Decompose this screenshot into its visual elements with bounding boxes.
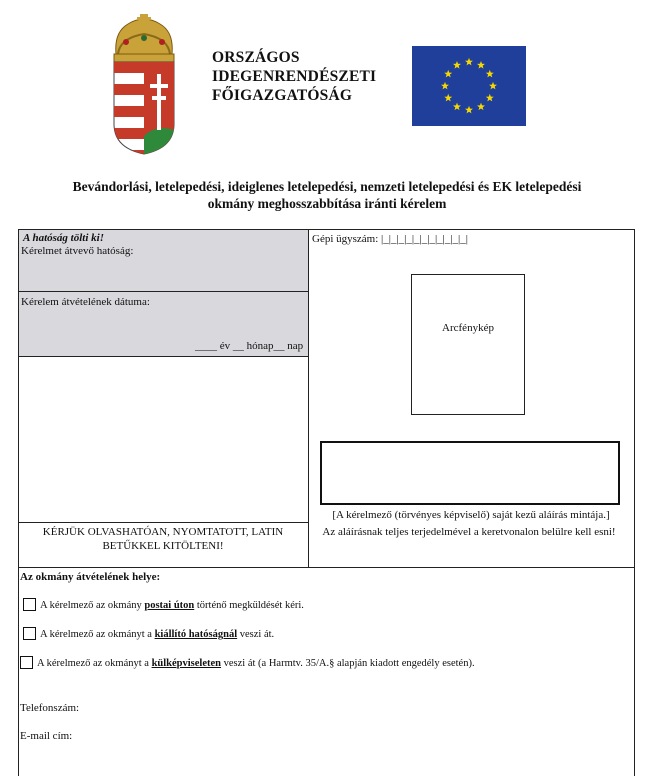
consulate-option <box>37 658 475 669</box>
delivery-heading: Az okmány átvételének helye: <box>20 571 161 583</box>
signature-caption: [A kérelmező (törvényes képviselő) saját kezű aláírás mintája.] <box>332 509 610 521</box>
option-text-pre: A kérelmező az okmányt a <box>40 629 155 640</box>
receipt-date-label: Kérelem átvételének dátuma: <box>21 296 150 308</box>
form-border-right <box>634 229 635 776</box>
option-text-post: veszi át (a Harmtv. 35/A.§ alapján kiadott engedély esetén). <box>221 658 475 669</box>
row-divider-1 <box>18 291 308 292</box>
eu-flag-logo <box>412 46 526 126</box>
org-name-line2: IDEGENRENDÉSZETI <box>212 68 377 85</box>
photo-label: Arcfénykép <box>442 322 494 334</box>
form-title-line1: Bevándorlási, letelepedési, ideiglenes letelepedési, nemzeti letelepedési és EK letelepedési <box>72 179 582 194</box>
form-border-left <box>18 229 19 776</box>
form-title <box>0 178 654 212</box>
consulate-checkbox[interactable] <box>20 656 33 669</box>
hungarian-coat-of-arms-logo <box>104 14 184 156</box>
row-divider-2 <box>18 356 308 357</box>
case-number-label: Gépi ügyszám: |_|_|_|_|_|_|_|_|_|_|_| <box>312 233 468 245</box>
issuing-authority-option <box>40 629 274 640</box>
org-name-line3: FŐIGAZGATÓSÁG <box>212 87 353 104</box>
photo-box <box>411 274 525 415</box>
option-text-pre: A kérelmező az okmány <box>40 600 145 611</box>
print-notice: KÉRJÜK OLVASHATÓAN, NYOMTATOTT, LATIN BETŰKKEL KITÖLTENI! <box>42 526 284 552</box>
row-divider-4 <box>18 567 635 568</box>
issuing-authority-checkbox[interactable] <box>23 627 36 640</box>
row-divider-3 <box>18 522 308 523</box>
signature-box[interactable] <box>320 441 620 505</box>
phone-label: Telefonszám: <box>20 702 80 714</box>
option-text-post: veszi át. <box>237 629 275 640</box>
option-text-pre: A kérelmező az okmányt a <box>37 658 152 669</box>
option-key-text: külképviseleten <box>151 658 222 669</box>
email-label: E-mail cím: <box>20 730 73 742</box>
signature-note: Az aláírásnak teljes terjedelmével a keretvonalon belülre kell esni! <box>322 526 616 538</box>
receipt-date-format: ____ év __ hónap__ nap <box>195 340 304 352</box>
organization-name <box>212 48 376 105</box>
option-key-text: postai úton <box>144 600 195 611</box>
option-text-post: történő megküldését kéri. <box>194 600 304 611</box>
org-name-line1: ORSZÁGOS <box>212 49 300 66</box>
column-divider <box>308 229 309 568</box>
receiving-authority-label: Kérelmet átvevő hatóság: <box>21 245 134 257</box>
form-border-top <box>18 229 635 230</box>
postal-delivery-checkbox[interactable] <box>23 598 36 611</box>
authority-heading: A hatóság tölti ki! <box>23 232 104 244</box>
option-key-text: kiállító hatóságnál <box>154 629 238 640</box>
postal-delivery-option <box>40 600 304 611</box>
form-title-line2: okmány meghosszabbítása iránti kérelem <box>207 196 447 211</box>
